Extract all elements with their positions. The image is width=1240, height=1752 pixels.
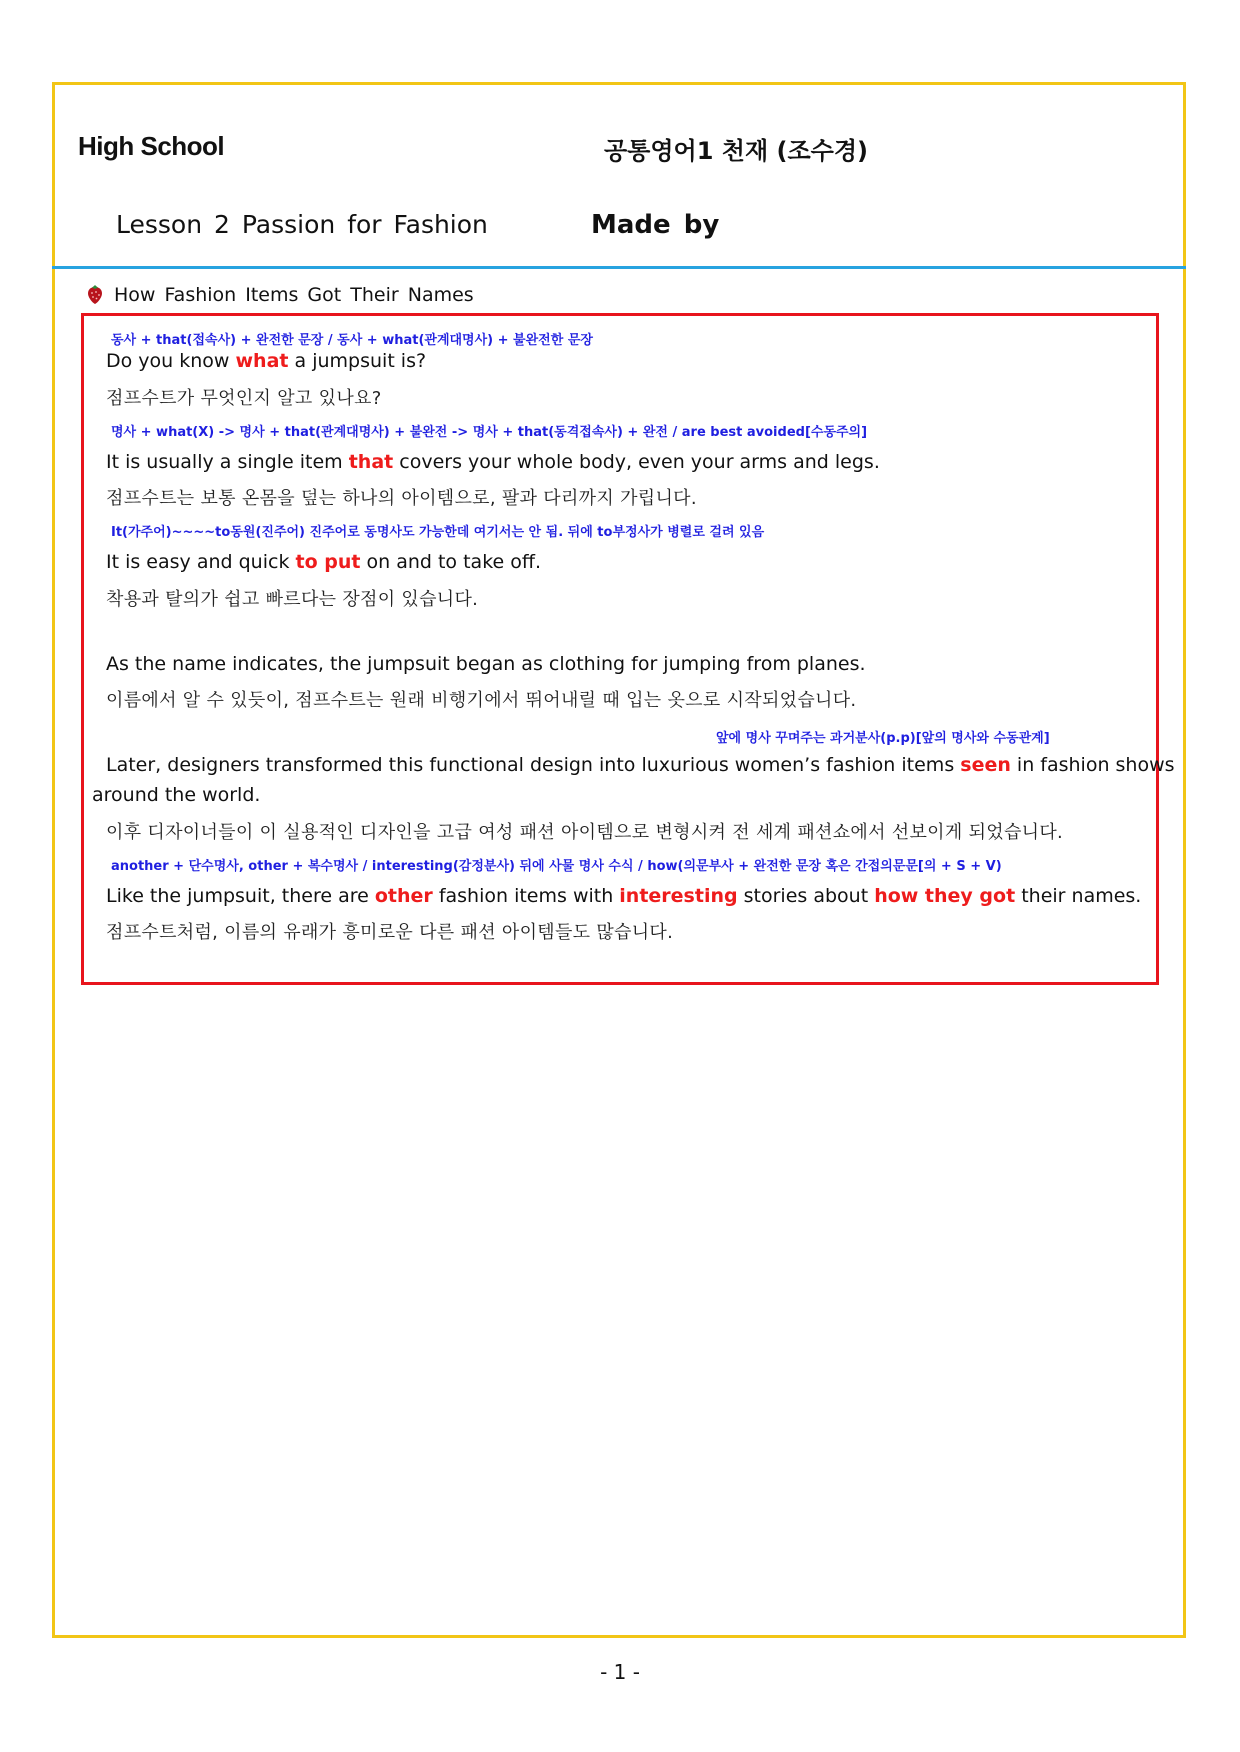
grammar-note: 앞에 명사 꾸며주는 과거분사(p.p)[앞의 명사와 수동관계] xyxy=(716,731,1050,746)
korean-translation: 착용과 탈의가 쉽고 빠르다는 장점이 있습니다. xyxy=(106,589,479,610)
korean-translation: 점프수트는 보통 온몸을 덮는 하나의 아이템으로, 팔과 다리까지 가립니다. xyxy=(106,488,697,509)
korean-translation: 점프수트가 무엇인지 알고 있나요? xyxy=(106,388,382,409)
lesson-title: Lesson 2 Passion for Fashion xyxy=(116,210,488,239)
section-heading xyxy=(84,284,474,306)
korean-translation: 점프수트처럼, 이름의 유래가 흥미로운 다른 패션 아이템들도 많습니다. xyxy=(106,922,674,943)
highlighted-word: other xyxy=(374,885,433,907)
highlighted-word: interesting xyxy=(619,885,738,907)
highlighted-word: seen xyxy=(960,754,1011,776)
korean-translation: 이후 디자이너들이 이 실용적인 디자인을 고급 여성 패션 아이템으로 변형시켜 전 세계 패션쇼에서 선보이게 되었습니다. xyxy=(106,822,1064,843)
grammar-note: 명사 + what(X) -> 명사 + that(관계대명사) + 불완전 -> 명사 + that(동격접속사) + 완전 / are best avoided[수동주의] xyxy=(111,425,868,440)
grammar-note: another + 단수명사, other + 복수명사 / interesting(감정분사) 뒤에 사물 명사 수식 / how(의문부사 + 완전한 문장 혹은 간접의문문[의 + S + V) xyxy=(111,859,1002,874)
highlighted-word: how they got xyxy=(874,885,1016,907)
english-sentence-continued: around the world. xyxy=(92,784,261,806)
english-sentence: Like the jumpsuit, there are other fashion items with interesting stories about how they got their names. xyxy=(106,885,1142,907)
textbook-title: 공통영어1 천재 (조수경) xyxy=(604,137,869,165)
english-sentence: Do you know what a jumpsuit is? xyxy=(106,350,427,372)
section-title: How Fashion Items Got Their Names xyxy=(114,284,474,306)
english-sentence: It is usually a single item that covers your whole body, even your arms and legs. xyxy=(106,451,880,473)
english-sentence: As the name indicates, the jumpsuit began as clothing for jumping from planes. xyxy=(106,653,866,675)
strawberry-bullet-icon xyxy=(84,284,106,306)
english-sentence: Later, designers transformed this functional design into luxurious women’s fashion items seen in fashion shows xyxy=(106,754,1175,776)
english-sentence: It is easy and quick to put on and to take off. xyxy=(106,551,541,573)
highlighted-word: that xyxy=(348,451,394,473)
school-label: High School xyxy=(78,131,225,161)
highlighted-word: what xyxy=(235,350,289,372)
grammar-note: 동사 + that(접속사) + 완전한 문장 / 동사 + what(관계대명사) + 불완전한 문장 xyxy=(111,333,593,348)
header-divider xyxy=(52,266,1186,269)
author-label: Made by xyxy=(591,210,720,240)
page-number: - 1 - xyxy=(600,1660,640,1684)
highlighted-word: to put xyxy=(295,551,361,573)
korean-translation: 이름에서 알 수 있듯이, 점프수트는 원래 비행기에서 뛰어내릴 때 입는 옷으로 시작되었습니다. xyxy=(106,690,857,711)
grammar-note: It(가주어)~~~~to동원(진주어) 진주어로 동명사도 가능한데 여기서는 안 됨. 뒤에 to부정사가 병렬로 걸려 있음 xyxy=(111,525,765,540)
